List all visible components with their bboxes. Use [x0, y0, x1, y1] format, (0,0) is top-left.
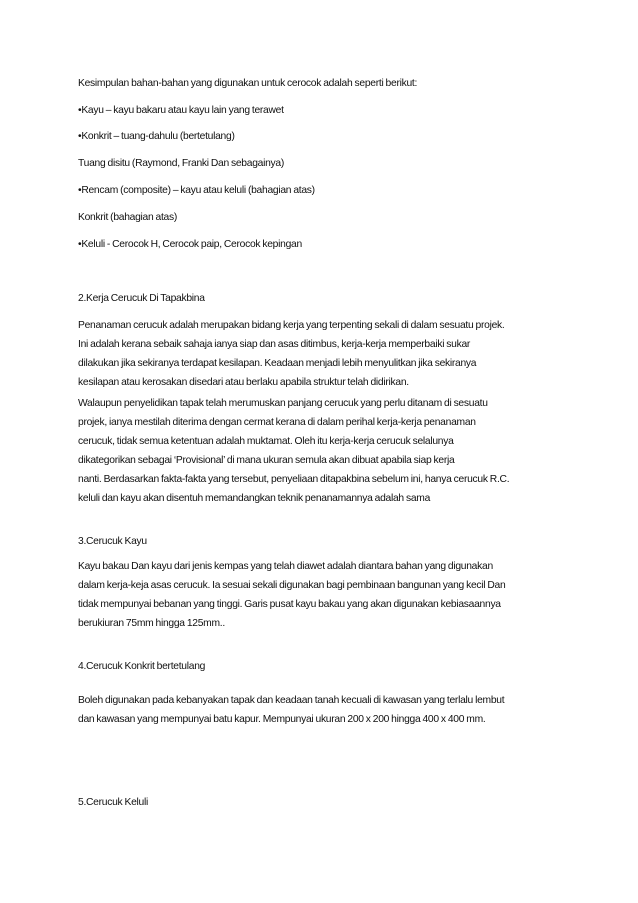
- paragraph-line: keluli dan kayu akan disentuh memandangkan teknik penanamannya adalah sama: [78, 493, 431, 504]
- paragraph-line: kesilapan atau kerosakan disedari atau berlaku apabila struktur telah didirikan.: [78, 377, 409, 388]
- paragraph-line: tidak mempunyai bebanan yang tinggi. Garis pusat kayu bakau yang akan digunakan kebiasaannya: [78, 599, 501, 610]
- list-item: •Rencam (composite) – kayu atau keluli (bahagian atas): [78, 185, 315, 196]
- paragraph-line: dan kawasan yang mempunyai batu kapur. Mempunyai ukuran 200 x 200 hingga 400 x 400 mm.: [78, 714, 486, 725]
- paragraph-line: Kayu bakau Dan kayu dari jenis kempas yang telah diawet adalah diantara bahan yang digunakan: [78, 561, 493, 572]
- section-paragraph: [78, 394, 578, 508]
- paragraph-line: berukiuran 75mm hingga 125mm..: [78, 618, 225, 629]
- paragraph-line: nanti. Berdasarkan fakta-fakta yang tersebut, penyeliaan ditapakbina sebelum ini, hanya cerucuk R.C.: [78, 474, 510, 485]
- paragraph-line: dikategorikan sebagai ‘Provisional’ di mana ukuran semula akan dibuat apabila siap kerja: [78, 455, 455, 466]
- section-heading: 5.Cerucuk Keluli: [78, 797, 148, 808]
- list-item: Tuang disitu (Raymond, Franki Dan sebagainya): [78, 158, 285, 169]
- paragraph-line: cerucuk, tidak semua ketentuan adalah muktamat. Oleh itu kerja-kerja cerucuk selalunya: [78, 436, 454, 447]
- section-heading: 2.Kerja Cerucuk Di Tapakbina: [78, 293, 205, 304]
- paragraph-line: projek, ianya mestilah diterima dengan cermat kerana di dalam perihal kerja-kerja penanaman: [78, 417, 476, 428]
- list-item: •Kayu – kayu bakaru atau kayu lain yang terawet: [78, 105, 284, 116]
- paragraph-line: Walaupun penyelidikan tapak telah merumuskan panjang cerucuk yang perlu ditanam di sesuatu: [78, 398, 488, 409]
- section-paragraph: [78, 316, 578, 392]
- list-item: •Konkrit – tuang-dahulu (bertetulang): [78, 131, 235, 142]
- paragraph-line: dilakukan jika sekiranya terdapat kesilapan. Keadaan menjadi lebih menyulitkan jika sekiranya: [78, 358, 477, 369]
- paragraph-line: Penanaman cerucuk adalah merupakan bidang kerja yang terpenting sekali di dalam sesuatu projek.: [78, 320, 505, 331]
- list-item: Konkrit (bahagian atas): [78, 212, 178, 223]
- paragraph-line: dalam kerja-keja asas cerucuk. Ia sesuai sekali digunakan bagi pembinaan bangunan yang kecil Dan: [78, 580, 506, 591]
- paragraph-line: Boleh digunakan pada kebanyakan tapak dan keadaan tanah kecuali di kawasan yang terlalu lembut: [78, 695, 505, 706]
- intro-text: Kesimpulan bahan-bahan yang digunakan untuk cerocok adalah seperti berikut:: [78, 78, 418, 89]
- paragraph-line: Ini adalah kerana sebaik sahaja ianya siap dan asas ditimbus, kerja-kerja memperbaiki sukar: [78, 339, 471, 350]
- section-heading: 4.Cerucuk Konkrit bertetulang: [78, 661, 206, 672]
- list-item: •Keluli - Cerocok H, Cerocok paip, Cerocok kepingan: [78, 239, 302, 250]
- section-heading: 3.Cerucuk Kayu: [78, 536, 147, 547]
- section-paragraph: [78, 557, 578, 633]
- section-paragraph: [78, 691, 578, 729]
